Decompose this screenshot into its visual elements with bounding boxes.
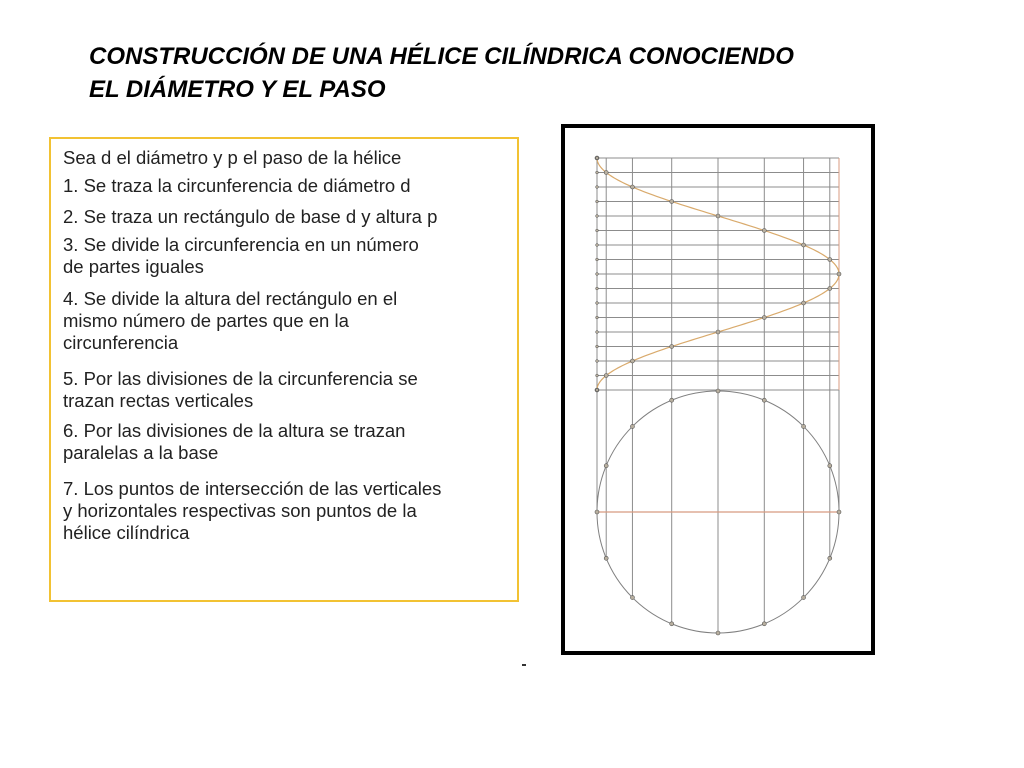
height-division-point (596, 258, 599, 261)
helix-point (670, 345, 674, 349)
height-division-point (596, 273, 599, 276)
helix-point (802, 243, 806, 247)
helix-point (716, 330, 720, 334)
circle-division-point (716, 631, 720, 635)
height-division-point (596, 215, 599, 218)
helix-construction-diagram (565, 128, 871, 651)
height-division-point (596, 186, 599, 189)
step-4-line-1: mismo número de partes que en la (63, 310, 349, 331)
height-division-point (596, 374, 599, 377)
helix-point (630, 359, 634, 363)
title-line-1: CONSTRUCCIÓN DE UNA HÉLICE CILÍNDRICA CONOCIENDO (89, 43, 794, 70)
helix-point (837, 272, 841, 276)
step-1-line-0: 1. Se traza la circunferencia de diámetro d (63, 175, 411, 196)
title-line-2: EL DIÁMETRO Y EL PASO (89, 76, 386, 103)
steps-box (49, 137, 519, 602)
height-division-point (596, 171, 599, 174)
step-2-line-0: 2. Se traza un rectángulo de base d y altura p (63, 206, 438, 227)
circle-division-point (762, 398, 766, 402)
helix-point (604, 171, 608, 175)
circle-division-point (595, 510, 599, 514)
step-6-line-0: 6. Por las divisiones de la altura se trazan (63, 420, 406, 441)
helix-point (630, 185, 634, 189)
slide-title (89, 40, 949, 106)
height-division-point (596, 389, 599, 392)
stray-mark (522, 664, 526, 666)
height-division-point (596, 331, 599, 334)
circle-division-point (802, 424, 806, 428)
height-division-point (596, 229, 599, 232)
step-6-line-1: paralelas a la base (63, 442, 219, 463)
circle-division-point (670, 622, 674, 626)
height-division-point (596, 345, 599, 348)
height-division-point (596, 200, 599, 203)
circle-division-point (630, 424, 634, 428)
circle-division-point (802, 596, 806, 600)
step-4-line-2: circunferencia (63, 332, 179, 353)
circle-division-point (604, 556, 608, 560)
step-3-line-1: de partes iguales (63, 256, 204, 277)
circle-division-point (828, 464, 832, 468)
helix-figure-frame (561, 124, 875, 655)
circle-division-point (837, 510, 841, 514)
step-0-line-0: Sea d el diámetro y p el paso de la hélice (63, 147, 402, 168)
circle-division-point (762, 622, 766, 626)
helix-point (828, 287, 832, 291)
circle-division-point (828, 556, 832, 560)
step-7-line-1: y horizontales respectivas son puntos de la (63, 500, 417, 521)
circle-division-point (716, 389, 720, 393)
height-division-point (596, 302, 599, 305)
step-4-line-0: 4. Se divide la altura del rectángulo en el (63, 288, 398, 309)
helix-point (828, 258, 832, 262)
height-division-point (596, 360, 599, 363)
helix-point (802, 301, 806, 305)
step-5-line-1: trazan rectas verticales (63, 390, 254, 411)
height-division-point (596, 157, 599, 160)
step-7-line-0: 7. Los puntos de intersección de las verticales (63, 478, 442, 499)
helix-point (716, 214, 720, 218)
helix-point (604, 374, 608, 378)
step-3-line-0: 3. Se divide la circunferencia en un número (63, 234, 419, 255)
circle-division-point (630, 596, 634, 600)
height-division-point (596, 287, 599, 290)
helix-point (762, 316, 766, 320)
circle-division-point (604, 464, 608, 468)
step-5-line-0: 5. Por las divisiones de la circunferencia se (63, 368, 418, 389)
circle-division-point (670, 398, 674, 402)
height-division-point (596, 316, 599, 319)
helix-point (762, 229, 766, 233)
height-division-point (596, 244, 599, 247)
step-7-line-2: hélice cilíndrica (63, 522, 190, 543)
helix-point (670, 200, 674, 204)
